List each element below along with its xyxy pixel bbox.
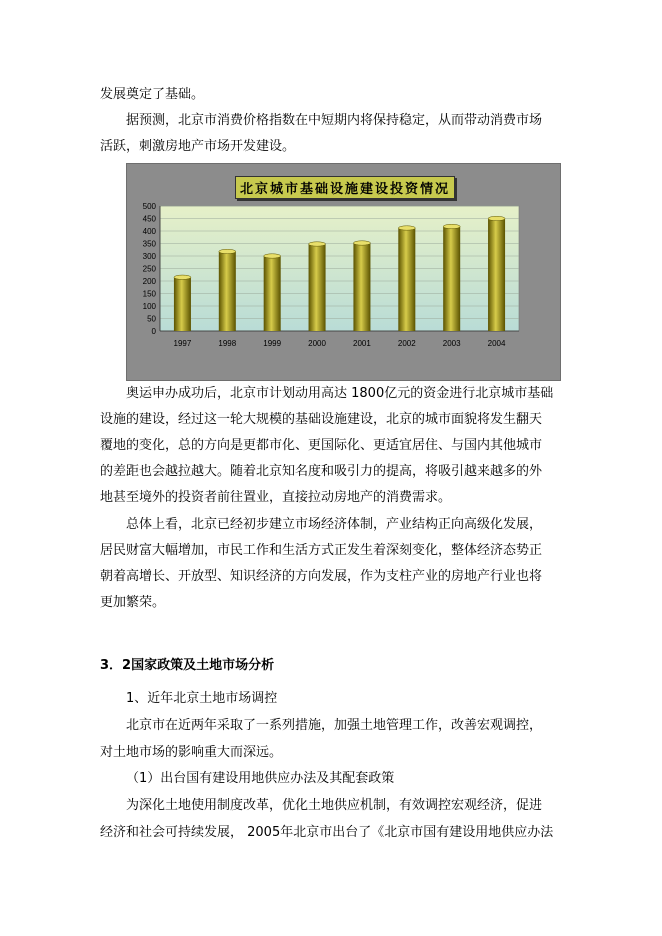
chart-title-box	[235, 176, 455, 199]
paragraph-line: 为深化土地使用制度改革，优化土地供应机制，有效调控宏观经济，促进	[126, 798, 543, 813]
paragraph-line: 设施的建设，经过这一轮大规模的基础设施建设，北京的城市面貌将发生翻天	[100, 412, 543, 427]
y-tick-label: 0	[151, 327, 156, 336]
bar-body	[353, 243, 370, 331]
bar-top	[398, 226, 415, 230]
bar-top	[219, 249, 236, 253]
y-tick-label: 250	[142, 264, 156, 274]
bar-body	[488, 219, 505, 332]
bar-top	[174, 275, 191, 279]
section-heading: 3．2国家政策及土地市场分析	[100, 658, 275, 673]
bar	[174, 275, 191, 331]
y-tick-label: 50	[147, 314, 156, 324]
paragraph-line: 据预测，北京市消费价格指数在中短期内将保持稳定，从而带动消费市场	[126, 113, 543, 128]
bar-top	[309, 242, 326, 246]
paragraph-line: 奥运申办成功后，北京市计划动用高达 1800亿元的资金进行北京城市基础	[126, 386, 554, 401]
x-tick-label: 1997	[173, 339, 192, 348]
x-tick-label: 2002	[397, 339, 416, 348]
chart-figure	[126, 163, 561, 381]
bar	[219, 249, 236, 331]
bar	[264, 254, 281, 331]
bar	[353, 241, 370, 331]
bar	[398, 226, 415, 331]
paragraph-line: 地甚至境外的投资者前往置业，直接拉动房地产的消费需求。	[100, 490, 452, 505]
bar-top	[353, 241, 370, 245]
bar-body	[443, 227, 460, 332]
y-tick-label: 100	[142, 302, 156, 311]
paragraph-line: 居民财富大幅增加，市民工作和生活方式正发生着深刻变化，整体经济态势正	[100, 543, 543, 558]
paragraph-line: 对土地市场的影响重大而深远。	[100, 745, 283, 760]
bar-body	[309, 244, 326, 331]
y-tick-label: 500	[142, 202, 156, 211]
bar-body	[264, 256, 281, 331]
bar-body	[398, 228, 415, 331]
bar	[309, 242, 326, 331]
bar-top	[443, 224, 460, 228]
sub-sub-heading: （1）出台国有建设用地供应办法及其配套政策	[126, 771, 395, 786]
paragraph-line: 朝着高增长、开放型、知识经济的方向发展，作为支柱产业的房地产行业也将	[100, 569, 543, 584]
bar	[488, 216, 505, 331]
x-tick-label: 2000	[308, 339, 326, 348]
paragraph-line: 北京市在近两年采取了一系列措施，加强土地管理工作，改善宏观调控，	[126, 718, 543, 733]
x-tick-label: 2003	[442, 339, 461, 348]
paragraph-line: 的差距也会越拉越大。随着北京知名度和吸引力的提高，将吸引越来越多的外	[100, 464, 543, 479]
paragraph-line: 更加繁荣。	[100, 595, 166, 610]
paragraph-line: 活跃，刺激房地产市场开发建设。	[100, 139, 296, 154]
bar-body	[174, 277, 191, 331]
x-tick-label: 1999	[263, 339, 282, 348]
paragraph-line: 覆地的变化，总的方向是更都市化、更国际化、更适宜居住、与国内其他城市	[100, 438, 543, 453]
bar-body	[219, 252, 236, 332]
bar-top	[264, 254, 281, 258]
y-tick-label: 200	[142, 277, 156, 286]
bar-top	[488, 216, 505, 220]
sub-heading: 1、近年北京土地市场调控	[126, 691, 278, 706]
paragraph-line: 总体上看，北京已经初步建立市场经济体制，产业结构正向高级化发展，	[126, 517, 543, 532]
x-tick-label: 2001	[353, 339, 371, 348]
y-tick-label: 300	[142, 252, 156, 261]
paragraph-line: 发展奠定了基础。	[100, 87, 205, 102]
chart-title: 北京城市基础设施建设投资情况	[239, 182, 450, 197]
y-tick-label: 450	[142, 214, 156, 224]
x-tick-label: 2004	[487, 339, 506, 348]
paragraph-line: 经济和社会可持续发展， 2005年北京市出台了《北京市国有建设用地供应办法	[100, 825, 554, 840]
y-tick-label: 400	[142, 227, 156, 236]
y-tick-label: 150	[142, 289, 156, 299]
x-tick-label: 1998	[218, 339, 237, 348]
y-tick-label: 350	[142, 239, 156, 249]
bar	[443, 224, 460, 331]
